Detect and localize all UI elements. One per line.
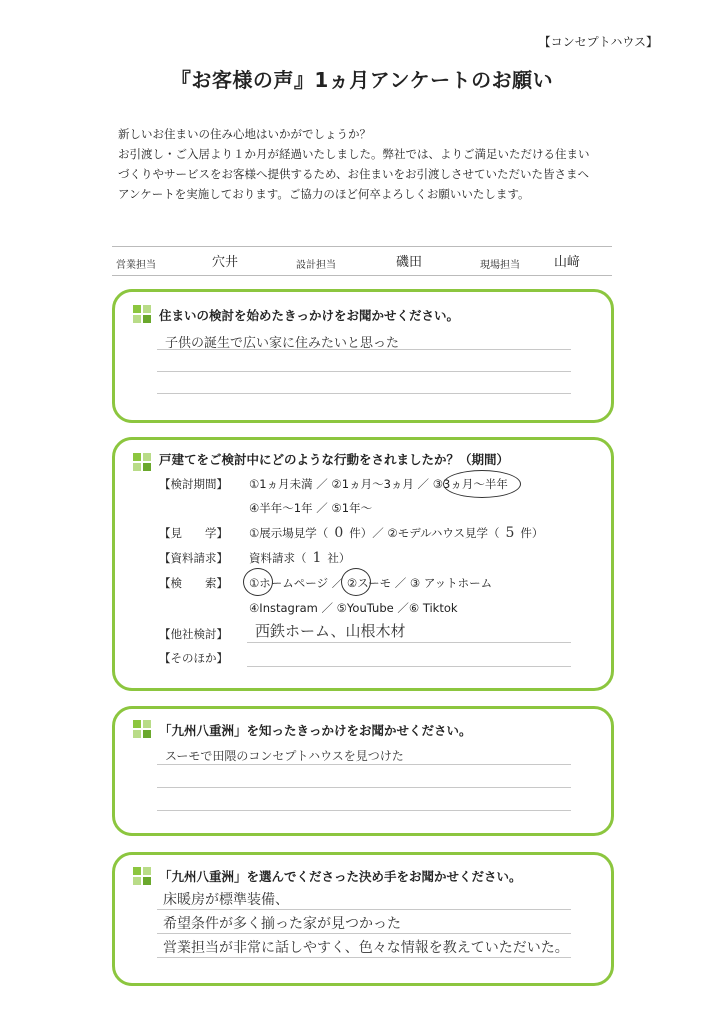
visit-options xyxy=(249,525,543,541)
answer-line xyxy=(157,933,571,934)
intro-line: 新しいお住まいの住み心地はいかがでしょうか？ xyxy=(118,127,371,141)
question-4: 「九州八重洲」を選んでくださった決め手をお聞かせください。 xyxy=(159,869,522,884)
leaf-icon xyxy=(133,453,151,471)
docs-label: 【資料請求】 xyxy=(159,551,228,565)
leaf-icon xyxy=(133,867,151,885)
answer-4-line-1: 床暖房が標準装備、 xyxy=(163,892,289,908)
answer-line xyxy=(247,642,571,643)
intro-text xyxy=(118,124,638,204)
leaf-icon xyxy=(133,720,151,738)
answer-line xyxy=(247,666,571,667)
answer-line xyxy=(157,787,571,788)
design-name: 磯田 xyxy=(396,255,423,270)
docs-count: 1 xyxy=(312,550,322,566)
answer-line xyxy=(157,371,571,372)
answer-3: スーモで田隈のコンセプトハウスを見つけた xyxy=(165,749,404,763)
answer-line xyxy=(157,349,571,350)
answer-4-line-3: 営業担当が非常に話しやすく、色々な情報を教えていただいた。 xyxy=(163,940,569,956)
question-box-2 xyxy=(112,437,614,691)
question-1: 住まいの検討を始めたきっかけをお聞かせください。 xyxy=(159,308,460,323)
site-label: 現場担当 xyxy=(480,260,520,271)
question-box-1 xyxy=(112,289,614,423)
visit-b-count: 5 xyxy=(505,525,515,541)
answer-line xyxy=(157,393,571,394)
question-box-4 xyxy=(112,852,614,986)
sales-name: 穴井 xyxy=(212,255,239,270)
question-3: 「九州八重洲」を知ったきっかけをお聞かせください。 xyxy=(159,723,472,738)
selected-mark xyxy=(243,568,273,596)
search-options-2: ④Instagram ／ ⑤YouTube ／⑥ Tiktok xyxy=(249,601,458,615)
other-companies-label: 【他社検討】 xyxy=(159,627,228,641)
visit-c-text: 件） xyxy=(520,526,544,540)
document-tag: 【コンセプトハウス】 xyxy=(538,35,658,49)
intro-line: づくりやサービスをお客様へ提供するため、お住まいをお引渡しさせていただいた皆さまへ xyxy=(118,167,590,181)
selected-mark xyxy=(341,568,371,596)
visit-a-text: ①展示場見学（ xyxy=(249,526,329,540)
page-title: 『お客様の声』1ヵ月アンケートのお願い xyxy=(170,68,554,92)
intro-line: お引渡し・ご入居より１か月が経過いたしました。弊社では、よりご満足いただける住まい xyxy=(118,147,590,161)
visit-label: 【見 学】 xyxy=(159,526,228,540)
intro-line: アンケートを実施しております。ご協力のほど何卒よろしくお願いいたします。 xyxy=(118,187,530,201)
period-options-2: ④半年～1年 ／ ⑤1年～ xyxy=(249,501,373,515)
answer-4-line-2: 希望条件が多く揃った家が見つかった xyxy=(163,916,401,932)
question-2: 戸建てをご検討中にどのような行動をされましたか？（期間） xyxy=(159,452,510,467)
misc-label: 【そのほか】 xyxy=(159,651,228,665)
answer-line xyxy=(157,957,571,958)
leaf-icon xyxy=(133,305,151,323)
search-label: 【検 索】 xyxy=(159,576,228,590)
answer-line xyxy=(157,810,571,811)
selected-mark xyxy=(443,470,521,498)
answer-line xyxy=(157,764,571,765)
period-label: 【検討期間】 xyxy=(159,477,228,491)
question-box-3 xyxy=(112,706,614,836)
site-name: 山﨑 xyxy=(554,255,581,270)
visit-b-text: 件）／ ②モデルハウス見学（ xyxy=(349,526,500,540)
docs-options xyxy=(249,550,350,566)
docs-b-text: 社） xyxy=(327,551,351,565)
answer-1: 子供の誕生で広い家に住みたいと思った xyxy=(165,336,400,351)
staff-row xyxy=(112,246,612,276)
period-options-1: ①1ヵ月未満 ／ ②1ヵ月～3ヵ月 ／ ③3ヵ月～半年 xyxy=(249,477,508,491)
search-options-1: ①ホームページ ／ ②スーモ ／ ③ アットホーム xyxy=(249,576,493,590)
sales-label: 営業担当 xyxy=(116,260,156,271)
docs-a-text: 資料請求（ xyxy=(249,551,307,565)
visit-a-count: 0 xyxy=(334,525,344,541)
other-companies-answer: 西鉄ホーム、山根木材 xyxy=(255,622,406,640)
design-label: 設計担当 xyxy=(296,260,336,271)
answer-line xyxy=(157,909,571,910)
